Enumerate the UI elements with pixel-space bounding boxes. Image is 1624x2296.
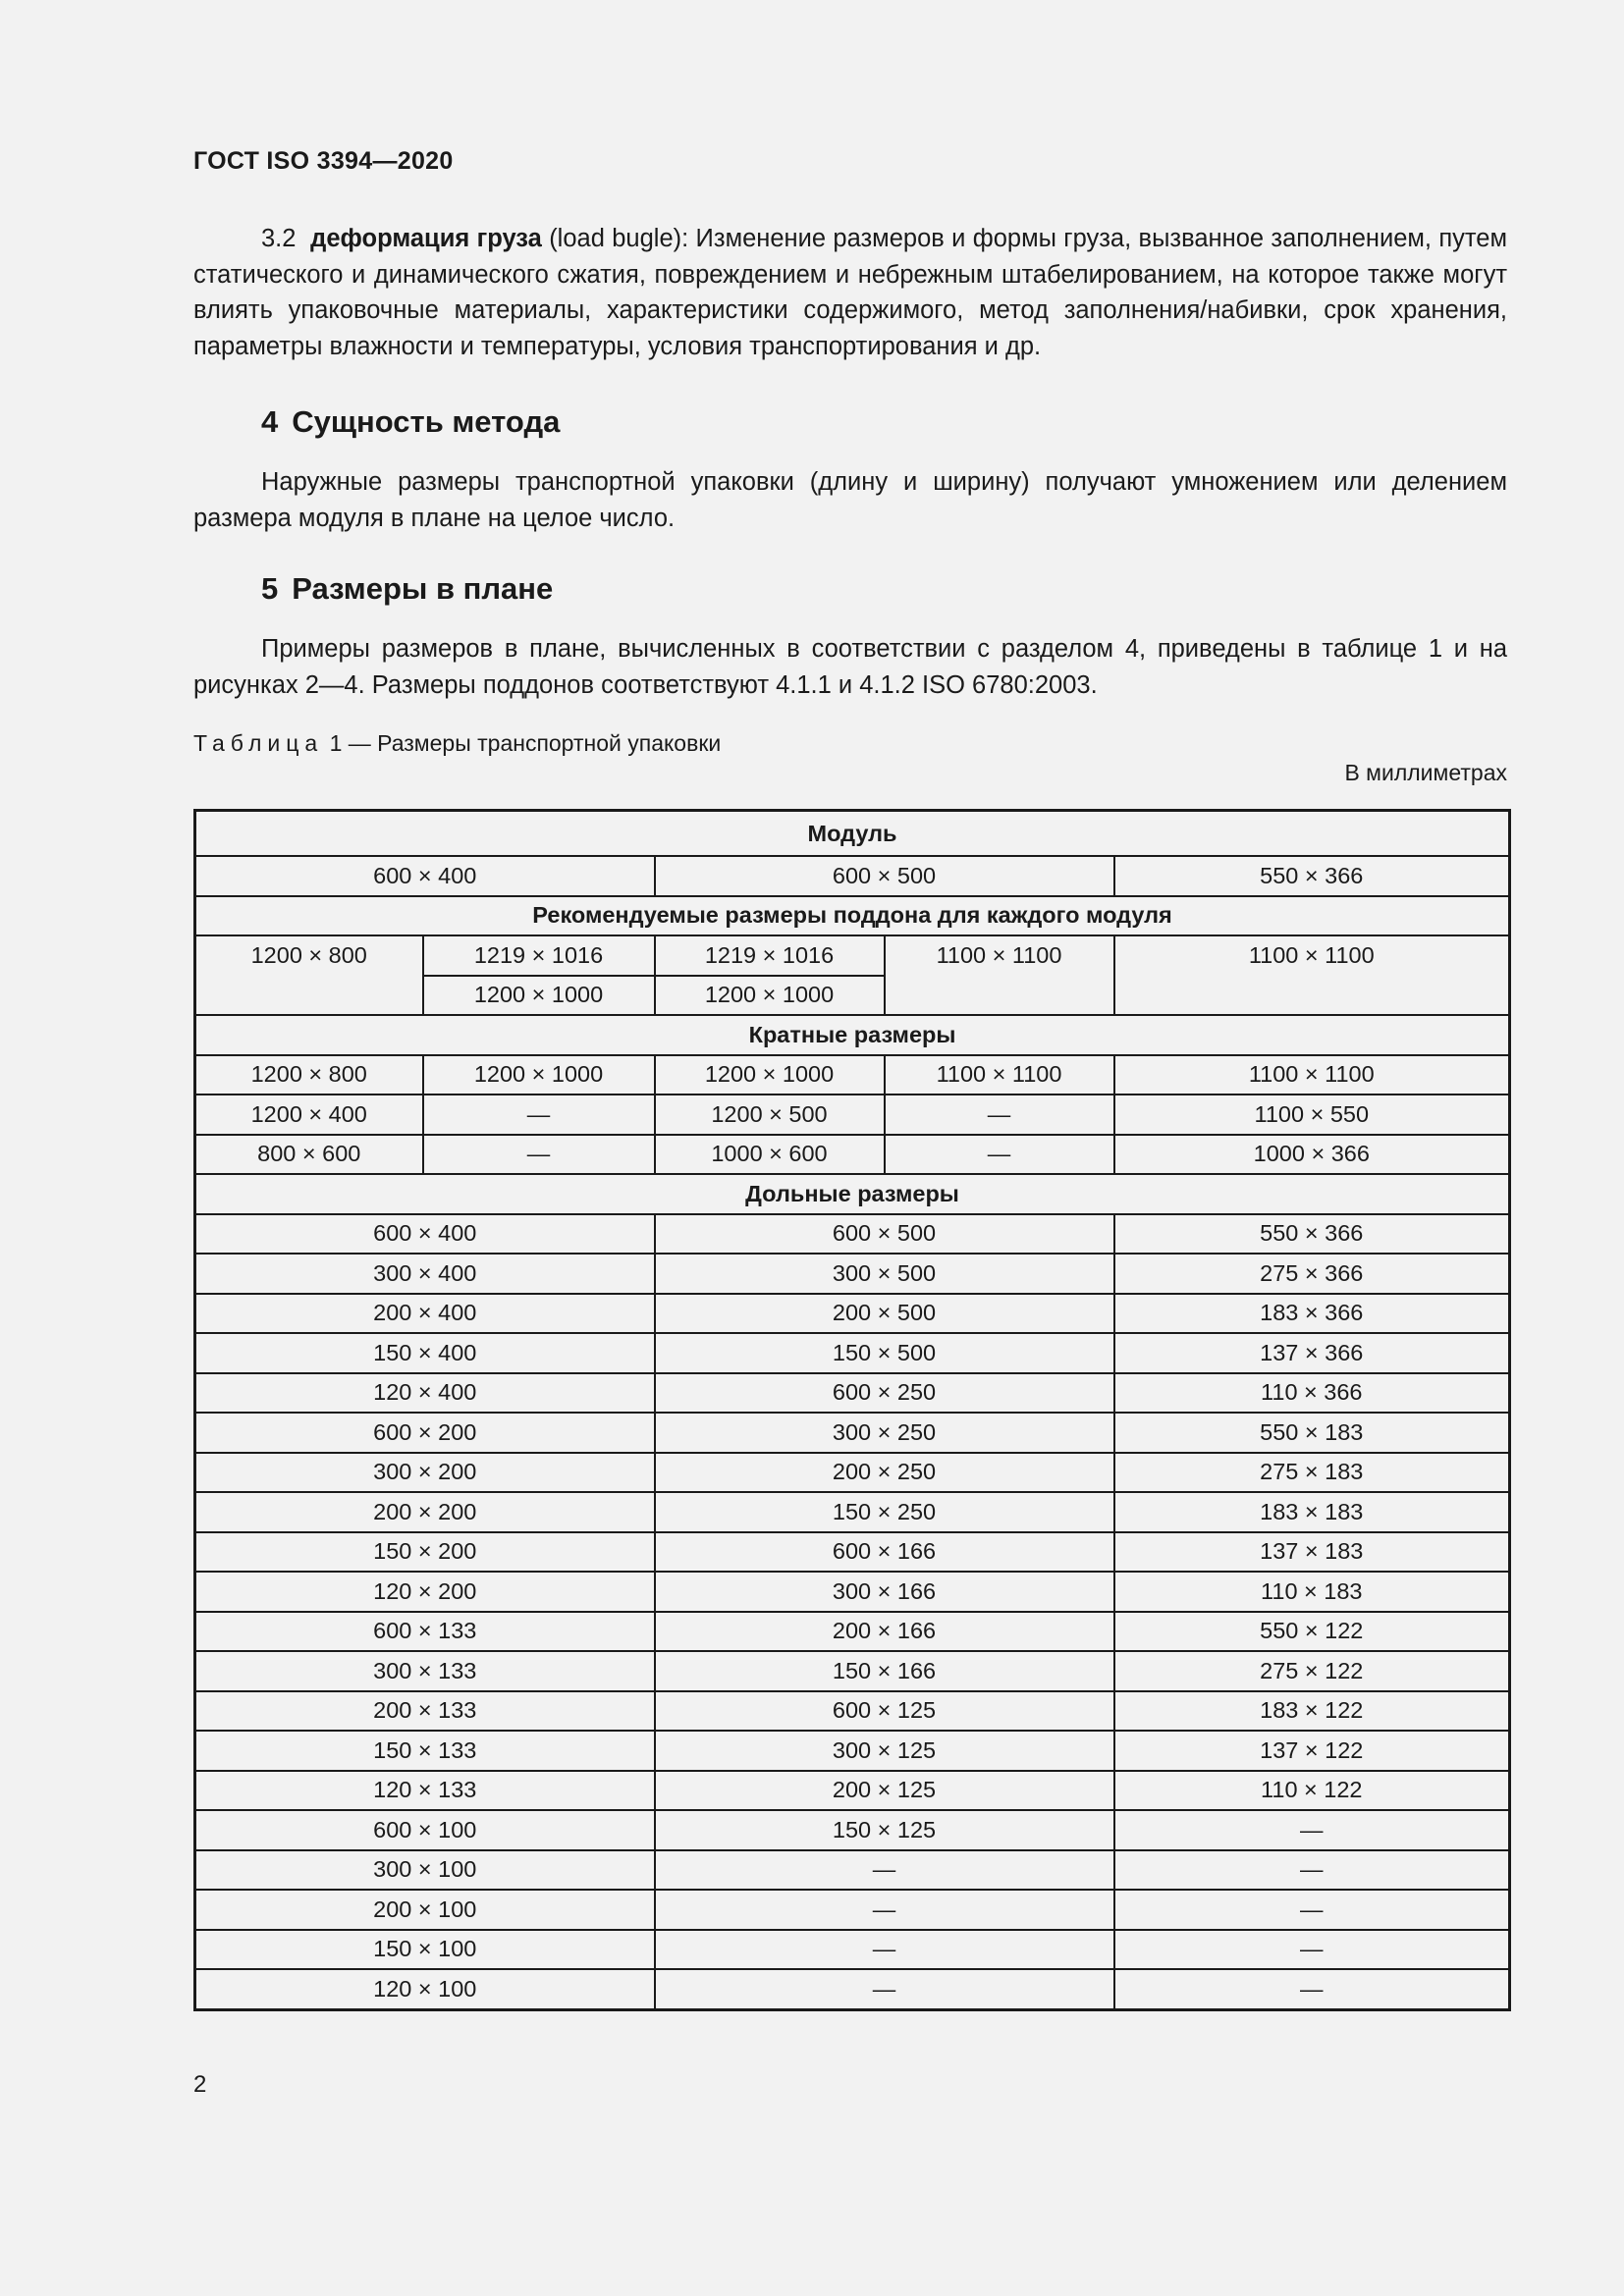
table-row	[195, 1969, 1510, 2009]
section-5-paragraph: Примеры размеров в плане, вычисленных в соответствии с разделом 4, приведены в таблице 1 и на рисунках 2—4. Размеры поддонов соответствуют 4.1.1 и 4.1.2 ISO 6780:2003.	[193, 635, 1507, 699]
fraction-cell: 150 × 200	[195, 1532, 655, 1573]
table-row	[195, 1055, 1510, 1095]
multiple-cell: 1200 × 800	[195, 1055, 423, 1095]
fraction-cell: 600 × 166	[655, 1532, 1114, 1573]
table-row	[195, 1333, 1510, 1373]
fraction-cell: 150 × 400	[195, 1333, 655, 1373]
fraction-cell: 600 × 200	[195, 1413, 655, 1453]
fraction-cell: 550 × 122	[1114, 1612, 1510, 1652]
multiple-cell: 1100 × 1100	[1114, 1055, 1510, 1095]
multiple-cell: 1200 × 400	[195, 1095, 423, 1135]
table-row	[195, 1810, 1510, 1850]
table-row	[195, 1612, 1510, 1652]
multiple-cell: —	[885, 1095, 1114, 1135]
fraction-cell: 200 × 400	[195, 1294, 655, 1334]
section-3-2-paragraph	[193, 221, 1507, 364]
fraction-cell: —	[1114, 1890, 1510, 1930]
fraction-cell: 300 × 400	[195, 1254, 655, 1294]
fraction-cell: 150 × 125	[655, 1810, 1114, 1850]
fraction-cell: 600 × 400	[195, 1214, 655, 1255]
table-row	[195, 1930, 1510, 1970]
table-row	[195, 856, 1510, 896]
section-5-number: 5	[261, 571, 279, 606]
table-row	[195, 1890, 1510, 1930]
fraction-cell: 120 × 200	[195, 1572, 655, 1612]
fraction-cell: 200 × 250	[655, 1453, 1114, 1493]
fraction-cell: 275 × 366	[1114, 1254, 1510, 1294]
fraction-cell: 150 × 100	[195, 1930, 655, 1970]
section-3-2-term: деформация груза	[310, 225, 542, 252]
table-row	[195, 1254, 1510, 1294]
table-row	[195, 1214, 1510, 1255]
section-4-number: 4	[261, 404, 279, 439]
document-header: ГОСТ ISO 3394—2020	[193, 147, 454, 175]
pallet-header: Рекомендуемые размеры поддона для каждого модуля	[195, 896, 1510, 936]
table-row	[195, 1453, 1510, 1493]
fraction-cell: —	[1114, 1810, 1510, 1850]
fraction-cell: —	[1114, 1969, 1510, 2009]
multiple-cell: —	[423, 1095, 655, 1135]
table-caption	[193, 730, 721, 757]
fraction-cell: 550 × 366	[1114, 1214, 1510, 1255]
fraction-cell: 120 × 100	[195, 1969, 655, 2009]
fraction-cell: 300 × 125	[655, 1731, 1114, 1771]
table-row	[195, 1373, 1510, 1414]
pallet-cell: 1200 × 1000	[423, 976, 655, 1016]
fraction-cell: 200 × 500	[655, 1294, 1114, 1334]
section-3-2-definition: (load bugle): Изменение размеров и формы груза, вызванное заполнением, путем статического и динамического сжатия, повреждением и небрежным штабелированием, на которое также могут влиять упаковочные материалы, характеристики содержимого, метод заполнения/набивки, срок хранения, параметры влажности и температуры, условия транспортирования и др.	[193, 225, 1508, 360]
pallet-cell: 1200 × 1000	[655, 976, 885, 1016]
dimensions-table-body	[195, 811, 1510, 2010]
fraction-cell: 300 × 250	[655, 1413, 1114, 1453]
table-row	[195, 1532, 1510, 1573]
fraction-cell: —	[1114, 1850, 1510, 1891]
table-row	[195, 1135, 1510, 1175]
table-row	[195, 1651, 1510, 1691]
section-3-2-number: 3.2	[261, 225, 297, 252]
fraction-cell: 120 × 133	[195, 1771, 655, 1811]
table-row	[195, 1691, 1510, 1732]
table-row	[195, 811, 1510, 857]
fraction-cell: 275 × 122	[1114, 1651, 1510, 1691]
multiple-cell: 800 × 600	[195, 1135, 423, 1175]
fraction-cell: 150 × 166	[655, 1651, 1114, 1691]
fraction-cell: 137 × 366	[1114, 1333, 1510, 1373]
multiple-cell: 1200 × 1000	[655, 1055, 885, 1095]
table-caption-prefix: Таблица	[193, 730, 324, 756]
table-row	[195, 1731, 1510, 1771]
fraction-cell: 600 × 133	[195, 1612, 655, 1652]
fraction-cell: 150 × 133	[195, 1731, 655, 1771]
multiple-cell: 1100 × 550	[1114, 1095, 1510, 1135]
fraction-cell: 150 × 250	[655, 1492, 1114, 1532]
module-cell: 550 × 366	[1114, 856, 1510, 896]
fraction-cell: 200 × 100	[195, 1890, 655, 1930]
table-row	[195, 1492, 1510, 1532]
fraction-cell: 120 × 400	[195, 1373, 655, 1414]
multiple-cell: —	[885, 1135, 1114, 1175]
table-row	[195, 896, 1510, 936]
multiple-cell: 1000 × 600	[655, 1135, 885, 1175]
table-row	[195, 1095, 1510, 1135]
fraction-cell: 275 × 183	[1114, 1453, 1510, 1493]
table-units: В миллиметрах	[1344, 760, 1507, 785]
dimensions-table	[193, 809, 1511, 2011]
fraction-cell: 600 × 250	[655, 1373, 1114, 1414]
fraction-cell: 300 × 200	[195, 1453, 655, 1493]
fraction-cell: 183 × 183	[1114, 1492, 1510, 1532]
fraction-cell: 110 × 183	[1114, 1572, 1510, 1612]
section-4-paragraph: Наружные размеры транспортной упаковки (длину и ширину) получают умножением или делением размера модуля в плане на целое число.	[193, 468, 1507, 532]
multiple-cell: 1100 × 1100	[885, 1055, 1114, 1095]
fraction-cell: 300 × 500	[655, 1254, 1114, 1294]
fraction-cell: —	[655, 1890, 1114, 1930]
pallet-cell: 1100 × 1100	[1114, 935, 1510, 1015]
pallet-cell: 1219 × 1016	[655, 935, 885, 976]
fraction-cell: 150 × 500	[655, 1333, 1114, 1373]
fraction-header: Дольные размеры	[195, 1174, 1510, 1214]
table-row	[195, 1572, 1510, 1612]
fraction-cell: 300 × 133	[195, 1651, 655, 1691]
fraction-cell: 600 × 125	[655, 1691, 1114, 1732]
fraction-cell: 200 × 166	[655, 1612, 1114, 1652]
fraction-cell: 300 × 100	[195, 1850, 655, 1891]
fraction-cell: 200 × 200	[195, 1492, 655, 1532]
multiple-cell: 1200 × 1000	[423, 1055, 655, 1095]
page-number: 2	[193, 2071, 207, 2098]
section-5-heading	[261, 571, 553, 607]
fraction-cell: —	[655, 1930, 1114, 1970]
fraction-cell: 200 × 133	[195, 1691, 655, 1732]
table-row	[195, 935, 1510, 976]
fraction-cell: —	[655, 1969, 1114, 2009]
fraction-cell: 110 × 366	[1114, 1373, 1510, 1414]
module-cell: 600 × 400	[195, 856, 655, 896]
module-header: Модуль	[195, 811, 1510, 857]
multiple-cell: 1200 × 500	[655, 1095, 885, 1135]
section-4-title: Сущность метода	[292, 404, 561, 439]
pallet-cell: 1100 × 1100	[885, 935, 1114, 1015]
fraction-cell: 600 × 100	[195, 1810, 655, 1850]
fraction-cell: 183 × 366	[1114, 1294, 1510, 1334]
fraction-cell: 600 × 500	[655, 1214, 1114, 1255]
table-row	[195, 1850, 1510, 1891]
fraction-cell: 137 × 122	[1114, 1731, 1510, 1771]
section-5-title: Размеры в плане	[292, 571, 554, 606]
fraction-cell: 200 × 125	[655, 1771, 1114, 1811]
fraction-cell: —	[1114, 1930, 1510, 1970]
multiple-header: Кратные размеры	[195, 1015, 1510, 1055]
pallet-cell: 1219 × 1016	[423, 935, 655, 976]
multiple-cell: —	[423, 1135, 655, 1175]
module-cell: 600 × 500	[655, 856, 1114, 896]
table-row	[195, 1413, 1510, 1453]
pallet-cell: 1200 × 800	[195, 935, 423, 1015]
multiple-cell: 1000 × 366	[1114, 1135, 1510, 1175]
fraction-cell: 183 × 122	[1114, 1691, 1510, 1732]
section-4-heading	[261, 404, 560, 440]
fraction-cell: 110 × 122	[1114, 1771, 1510, 1811]
table-row	[195, 1015, 1510, 1055]
fraction-cell: —	[655, 1850, 1114, 1891]
fraction-cell: 550 × 183	[1114, 1413, 1510, 1453]
fraction-cell: 300 × 166	[655, 1572, 1114, 1612]
fraction-cell: 137 × 183	[1114, 1532, 1510, 1573]
table-caption-title: 1 — Размеры транспортной упаковки	[323, 730, 722, 756]
table-row	[195, 1294, 1510, 1334]
table-row	[195, 1771, 1510, 1811]
table-row	[195, 1174, 1510, 1214]
